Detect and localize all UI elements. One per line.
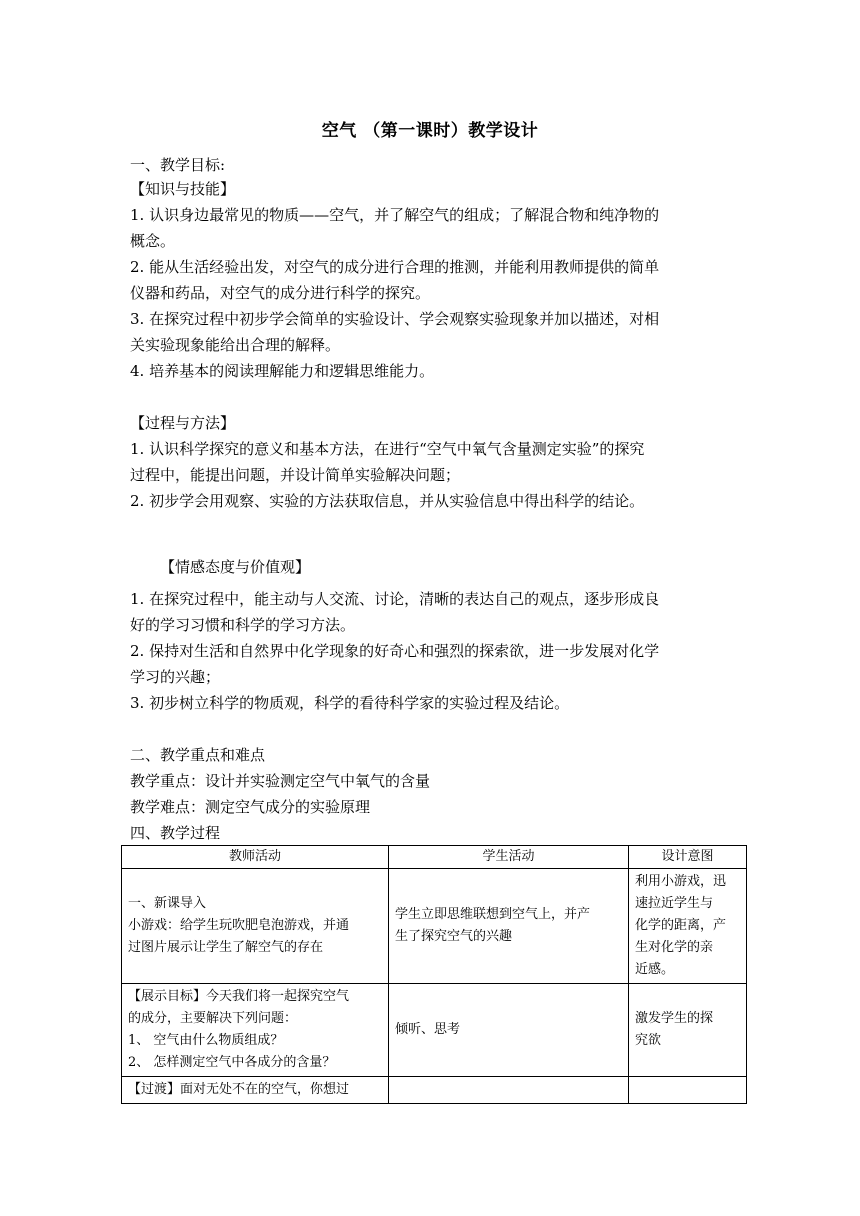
cell-text: 的成分，主要解决下列问题： [128, 1011, 298, 1026]
cell-text: 究欲 [635, 1033, 662, 1048]
process-heading: 【过程与方法】 [130, 414, 236, 432]
cell-text: 学生立即思维联想到空气上，并产 [395, 907, 591, 922]
teacher-activity-cell [122, 1077, 389, 1104]
section-heading-key-points: 二、教学重点和难点 [130, 746, 266, 764]
cell-text: 【过渡】面对无处不在的空气，你想过 [128, 1082, 350, 1097]
design-intent-cell [629, 869, 747, 984]
process-line: 1. 认识科学探究的意义和基本方法，在进行“空气中氧气含量测定实验”的探究 [130, 440, 645, 458]
cell-text: 生对化学的亲 [635, 940, 714, 955]
student-activity-cell [389, 869, 629, 984]
cell-text: 小游戏：给学生玩吹肥皂泡游戏，并通 [128, 918, 350, 933]
page-title: 空气 （第一课时）教学设计 [321, 121, 539, 141]
column-header: 学生活动 [389, 846, 629, 869]
process-line: 2. 初步学会用观察、实验的方法获取信息，并从实验信息中得出科学的结论。 [130, 492, 645, 510]
teacher-activity-cell [122, 984, 389, 1077]
cell-text: 一、新课导入 [128, 896, 207, 911]
table-header-row [122, 846, 747, 869]
design-intent-cell [629, 984, 747, 1077]
knowledge-heading: 【知识与技能】 [130, 180, 236, 198]
section-heading-objectives: 一、教学目标: [130, 156, 226, 174]
emotion-line: 学习的兴趣； [130, 668, 221, 686]
cell-text: 化学的距离，产 [635, 918, 727, 933]
table-row [122, 984, 747, 1077]
column-header: 设计意图 [629, 846, 747, 869]
knowledge-line: 2. 能从生活经验出发，对空气的成分进行合理的推测，并能利用教师提供的简单 [130, 258, 660, 276]
knowledge-line: 关实验现象能给出合理的解释。 [130, 336, 341, 354]
key-point-text: 教学重点：设计并实验测定空气中氧气的含量 [130, 772, 431, 790]
cell-text: 【展示目标】今天我们将一起探究空气 [128, 989, 350, 1004]
process-line: 过程中，能提出问题，并设计简单实验解决问题； [130, 466, 461, 484]
lesson-process-table [121, 845, 747, 1104]
student-activity-cell [389, 1077, 629, 1104]
column-header: 教师活动 [122, 846, 389, 869]
cell-text: 过图片展示让学生了解空气的存在 [128, 940, 324, 955]
emotion-line: 3. 初步树立科学的物质观，科学的看待科学家的实验过程及结论。 [130, 694, 570, 712]
table-row [122, 1077, 747, 1104]
cell-text: 近感。 [635, 962, 675, 977]
knowledge-line: 3. 在探究过程中初步学会简单的实验设计、学会观察实验现象并加以描述，对相 [130, 310, 660, 328]
knowledge-line: 4. 培养基本的阅读理解能力和逻辑思维能力。 [130, 362, 435, 380]
design-intent-cell [629, 1077, 747, 1104]
difficulty-text: 教学难点：测定空气成分的实验原理 [130, 798, 371, 816]
cell-text: 速拉近学生与 [635, 896, 714, 911]
emotion-line: 好的学习习惯和科学的学习方法。 [130, 616, 356, 634]
knowledge-line: 仪器和药品，对空气的成分进行科学的探究。 [130, 284, 431, 302]
knowledge-line: 1. 认识身边最常见的物质——空气，并了解空气的组成；了解混合物和纯净物的 [130, 206, 660, 224]
cell-text: 2、 怎样测定空气中各成分的含量？ [128, 1055, 336, 1070]
cell-text: 生了探究空气的兴趣 [395, 929, 513, 944]
emotion-line: 1. 在探究过程中，能主动与人交流、讨论，清晰的表达自己的观点，逐步形成良 [130, 590, 660, 608]
student-activity-cell [389, 984, 629, 1077]
knowledge-line: 概念。 [130, 232, 176, 250]
cell-text: 倾听、思考 [395, 1022, 461, 1037]
table-row [122, 869, 747, 984]
emotion-heading: 【情感态度与价值观】 [160, 558, 311, 576]
cell-text: 1、 空气由什么物质组成？ [128, 1033, 284, 1048]
cell-text: 激发学生的探 [635, 1011, 714, 1026]
cell-text: 利用小游戏，迅 [635, 874, 727, 889]
section-heading-process: 四、教学过程 [130, 824, 221, 842]
teacher-activity-cell [122, 869, 389, 984]
emotion-line: 2. 保持对生活和自然界中化学现象的好奇心和强烈的探索欲，进一步发展对化学 [130, 642, 660, 660]
